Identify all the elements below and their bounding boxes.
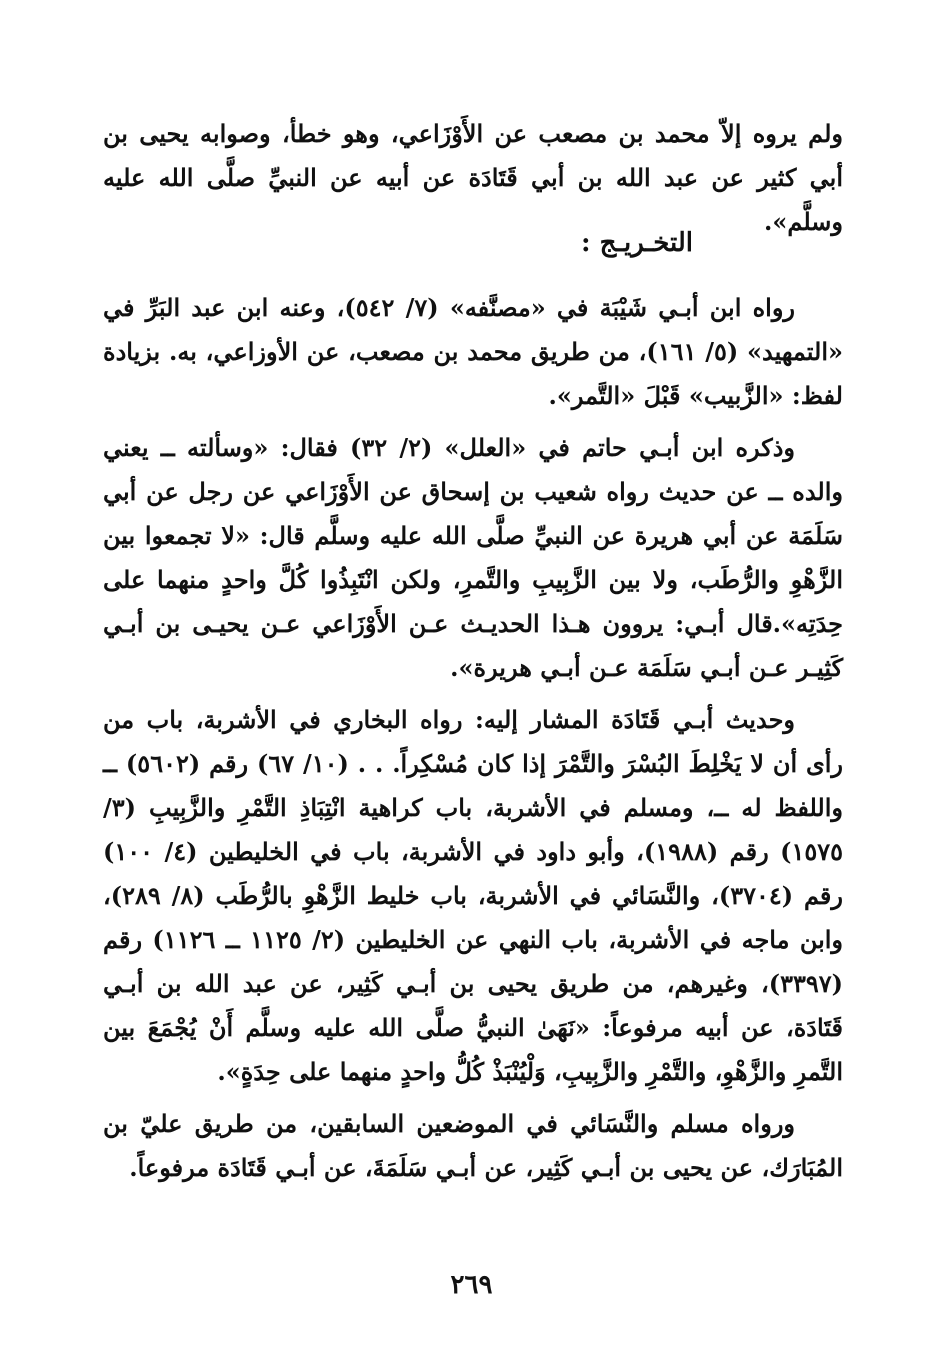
intro-paragraph: ولم يروه إلاّ محمد بن مصعب عن الأَوْزَاعي، وهو خطأ، وصوابه يحيى بن أبي كثير عن عبد الله بن أبي قَتَادَة عن أبيه عن النبيِّ صلَّى الله عليه وسلَّم». — [103, 119, 843, 236]
page-number: ٢٦٩ — [450, 1270, 493, 1300]
takhrij-body — [103, 286, 843, 1198]
paragraph-abu-qatada-hadith: وحديث أبـي قَتَادَة المشار إليه: رواه البخاري في الأشربة، باب من رأى أن لا يَخْلِطَ البُسْرَ والتَّمْرَ إذا كان مُسْكِراً. . . (١٠/ ٦٧) رقم (٥٦٠٢) ــ واللفظ له ــ، ومسلم في الأشربة، باب كراهية انْتِبَاذِ التَّمْرِ والزَّبِيبِ (٣/ ١٥٧٥) رقم (١٩٨٨)، وأبو داود في الأشربة، باب في الخليطين (٤/ ١٠٠) رقم (٣٧٠٤)، والنَّسَائي في الأشربة، باب خليط الزَّهْوِ بالرُّطَب (٨/ ٢٨٩)، وابن ماجه في الأشربة، باب النهي عن الخليطين (٢/ ١١٢٥ ــ ١١٢٦) رقم (٣٣٩٧)، وغيرهم، من طريق يحيى بن أبـي كَثِير، عن عبد الله بن أبـي قَتَادَة، عن أبيه مرفوعاً: «نَهَىٰ النبيُّ صلَّى الله عليه وسلَّم أَنْ يُجْمَعَ بين التَّمرِ والزَّهْوِ، والتَّمْرِ والزَّبِيبِ، وَلْيُنْبَذْ كُلُّ واحدٍ منهما على حِدَةٍ». — [103, 705, 844, 1086]
section-heading-takhrij: التخـريـج : — [580, 228, 693, 258]
paragraph-ibn-abi-hatim: وذكره ابن أبـي حاتم في «العلل» (٢/ ٣٢) فقال: «وسألته ــ يعني والده ــ عن حديث رواه شعيب بن إسحاق عن الأَوْزَاعي عن رجل عن أبي سَلَمَة عن أبي هريرة عن النبيِّ صلَّى الله عليه وسلَّم قال: «لا تجمعوا بين الزَّهْوِ والرُّطَب، ولا بين الزَّبِيبِ والتَّمرِ، ولكن انْتَبِذُوا كُلَّ واحدٍ منهما على حِدَتِه».قال أبـي: يروون هـذا الحديـث عـن الأَوْزَاعي عـن يحيـى بن أبـي كَثِيـر عـن أبـي سَلَمَة عـن أبـي هريرة». — [103, 433, 844, 682]
paragraph-muslim-nasai: ورواه مسلم والنَّسَائي في الموضعين السابقين، من طريق عليّ بن المُبَارَك، عن يحيى بن أبـي كَثِير، عن أبـي سَلَمَةَ، عن أبـي قَتَادَة مرفوعاً. — [103, 1109, 843, 1182]
paragraph-ibn-abi-shayba: رواه ابن أبـي شَيْبَة في «مصنَّفه» (٧/ ٥٤٢)، وعنه ابن عبد البَرِّ في «التمهيد» (٥/ ١٦١)، من طريق محمد بن مصعب، عن الأوزاعي، به. بزيادة لفظ: «الزَّبيب» قَبْلَ «التَّمر». — [103, 293, 844, 410]
